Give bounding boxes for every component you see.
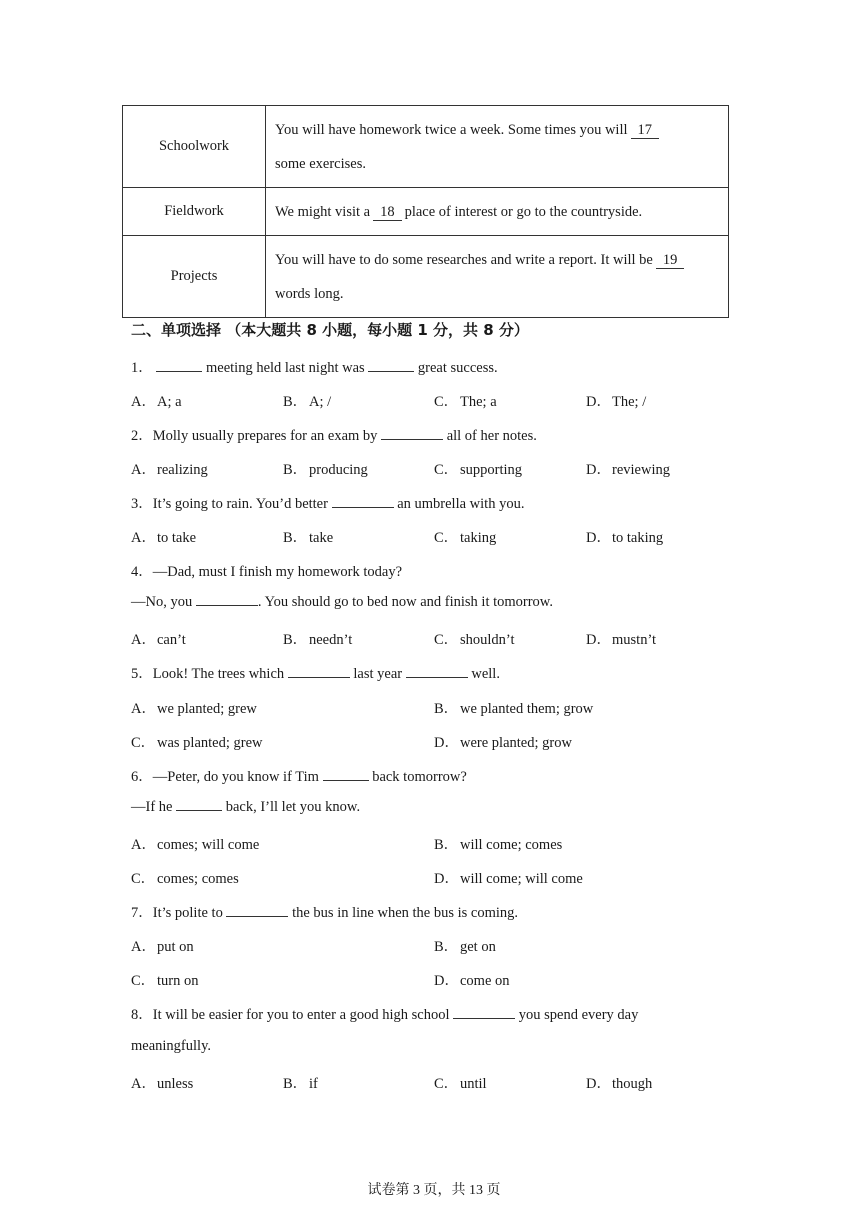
question-text: an umbrella with you. <box>397 496 525 512</box>
row-text: some exercises. <box>275 155 366 172</box>
option-letter: D． <box>586 530 611 546</box>
question-number: 2． <box>131 428 153 444</box>
option-d <box>586 458 670 479</box>
option-a <box>131 458 208 479</box>
question-8-cont <box>131 1038 211 1055</box>
option-text: though <box>612 1076 653 1092</box>
row-label: Projects <box>123 236 266 318</box>
option-letter: D． <box>434 735 459 751</box>
question-text: Look! The trees which <box>152 666 285 682</box>
option-text: mustn’t <box>612 632 657 648</box>
answer-blank <box>288 666 350 678</box>
question-4-reply <box>131 594 553 611</box>
option-text: put on <box>157 939 194 955</box>
option-text: can’t <box>157 632 186 648</box>
option-letter: B． <box>434 939 459 955</box>
table-row <box>123 106 729 188</box>
question-number: 1． <box>131 360 153 376</box>
option-c <box>434 458 522 479</box>
answer-blank <box>368 360 414 372</box>
option-letter: D． <box>586 1076 611 1092</box>
answer-blank <box>196 594 258 606</box>
option-b <box>434 697 593 718</box>
option-letter: C． <box>434 1076 459 1092</box>
option-text: was planted; grew <box>157 735 263 751</box>
option-text: we planted; grew <box>157 701 257 717</box>
option-d <box>434 731 572 752</box>
option-text: A; a <box>157 394 182 410</box>
option-text: take <box>309 530 334 546</box>
option-d <box>586 390 646 411</box>
question-number: 4． <box>131 564 153 580</box>
row-text: place of interest or go to the countryside. <box>404 203 643 220</box>
option-c <box>434 390 497 411</box>
answer-blank <box>156 360 202 372</box>
question-text: —If he <box>131 799 173 815</box>
option-b <box>283 1072 318 1093</box>
option-text: were planted; grow <box>460 735 572 751</box>
option-letter: C． <box>131 871 156 887</box>
blank-number: 18 <box>373 204 402 221</box>
question-text: —No, you <box>131 594 193 610</box>
option-text: comes; comes <box>157 871 239 887</box>
question-text: back, I’ll let you know. <box>225 799 361 815</box>
option-letter: A． <box>131 939 156 955</box>
answer-blank <box>453 1007 515 1019</box>
option-b <box>283 526 333 547</box>
option-d <box>586 628 656 649</box>
question-3 <box>131 492 524 513</box>
question-4 <box>131 560 402 581</box>
option-c <box>434 526 496 547</box>
option-letter: D． <box>434 871 459 887</box>
option-text: to take <box>157 530 197 546</box>
option-c <box>131 867 239 888</box>
question-text: meeting held last night was <box>206 360 365 376</box>
option-a <box>131 697 257 718</box>
option-letter: D． <box>586 394 611 410</box>
option-letter: C． <box>131 973 156 989</box>
table-row <box>123 236 729 318</box>
option-letter: C． <box>434 462 459 478</box>
option-letter: A． <box>131 530 156 546</box>
question-text: all of her notes. <box>446 428 537 444</box>
question-text: meaningfully. <box>131 1038 211 1054</box>
option-c <box>131 731 263 752</box>
option-b <box>434 935 496 956</box>
question-7 <box>131 901 518 922</box>
option-a <box>131 390 182 411</box>
option-text: The; / <box>612 394 647 410</box>
option-d <box>434 867 583 888</box>
option-b <box>434 833 562 854</box>
option-text: supporting <box>460 462 523 478</box>
question-5 <box>131 662 500 683</box>
row-text: You will have to do some researches and write a report. It will be <box>275 251 653 268</box>
option-letter: A． <box>131 1076 156 1092</box>
table-row <box>123 188 729 236</box>
option-d <box>586 1072 652 1093</box>
option-b <box>283 628 352 649</box>
question-number: 3． <box>131 496 153 512</box>
question-number: 8． <box>131 1007 153 1023</box>
option-letter: C． <box>434 530 459 546</box>
question-number: 7． <box>131 905 153 921</box>
answer-blank <box>332 496 394 508</box>
question-2 <box>131 424 537 445</box>
option-a <box>131 833 259 854</box>
option-letter: D． <box>434 973 459 989</box>
option-text: get on <box>460 939 496 955</box>
answer-blank <box>323 769 369 781</box>
option-text: if <box>309 1076 318 1092</box>
option-letter: A． <box>131 701 156 717</box>
option-letter: D． <box>586 632 611 648</box>
row-content <box>266 188 729 236</box>
question-text: It’s polite to <box>152 905 223 921</box>
answer-blank <box>381 428 443 440</box>
option-letter: B． <box>283 462 308 478</box>
option-text: A; / <box>309 394 332 410</box>
row-label: Schoolwork <box>123 106 266 188</box>
option-letter: A． <box>131 462 156 478</box>
question-text: . You should go to bed now and finish it tomorrow. <box>257 594 553 610</box>
answer-blank <box>226 905 288 917</box>
option-text: to taking <box>612 530 664 546</box>
question-text: Molly usually prepares for an exam by <box>152 428 378 444</box>
question-text: the bus in line when the bus is coming. <box>292 905 519 921</box>
question-number: 6． <box>131 769 153 785</box>
row-label: Fieldwork <box>123 188 266 236</box>
option-text: come on <box>460 973 510 989</box>
option-letter: C． <box>434 394 459 410</box>
option-text: comes; will come <box>157 837 260 853</box>
option-text: will come; will come <box>460 871 583 887</box>
question-text: well. <box>471 666 500 682</box>
option-b <box>283 458 368 479</box>
option-letter: C． <box>434 632 459 648</box>
option-text: taking <box>460 530 497 546</box>
option-letter: A． <box>131 632 156 648</box>
option-a <box>131 526 196 547</box>
option-letter: A． <box>131 394 156 410</box>
option-d <box>586 526 663 547</box>
question-text: you spend every day <box>518 1007 639 1023</box>
question-text: It’s going to rain. You’d better <box>152 496 328 512</box>
row-content <box>266 106 729 188</box>
question-text: —Dad, must I finish my homework today? <box>152 564 403 580</box>
section-heading: 二、单项选择 （本大题共 8 小题，每小题 1 分，共 8 分） <box>131 321 529 339</box>
option-letter: B． <box>434 837 459 853</box>
page-footer: 试卷第 3 页，共 13 页 <box>367 1183 501 1198</box>
option-letter: B． <box>283 1076 308 1092</box>
question-8 <box>131 1003 638 1024</box>
option-letter: B． <box>283 394 308 410</box>
row-text: We might visit a <box>275 203 371 220</box>
option-letter: B． <box>283 632 308 648</box>
option-a <box>131 628 186 649</box>
option-text: The; a <box>460 394 497 410</box>
option-letter: B． <box>434 701 459 717</box>
question-text: great success. <box>417 360 498 376</box>
question-text: —Peter, do you know if Tim <box>152 769 319 785</box>
row-content <box>266 236 729 318</box>
option-c <box>434 628 515 649</box>
blank-number: 17 <box>631 122 660 139</box>
answer-blank <box>176 799 222 811</box>
option-c <box>434 1072 487 1093</box>
option-b <box>283 390 331 411</box>
option-text: unless <box>157 1076 194 1092</box>
question-text: It will be easier for you to enter a good high school <box>152 1007 450 1023</box>
option-d <box>434 969 510 990</box>
option-letter: A． <box>131 837 156 853</box>
option-text: will come; comes <box>460 837 563 853</box>
option-a <box>131 935 194 956</box>
question-1 <box>131 356 498 377</box>
option-text: we planted them; grow <box>460 701 594 717</box>
option-letter: B． <box>283 530 308 546</box>
row-text: You will have homework twice a week. Some times you will <box>275 121 628 138</box>
option-text: producing <box>309 462 368 478</box>
option-text: turn on <box>157 973 199 989</box>
question-text: back tomorrow? <box>372 769 467 785</box>
question-text: last year <box>353 666 403 682</box>
option-letter: D． <box>586 462 611 478</box>
option-text: reviewing <box>612 462 670 478</box>
option-text: shouldn’t <box>460 632 515 648</box>
option-text: needn’t <box>309 632 353 648</box>
info-table <box>122 105 729 318</box>
option-text: realizing <box>157 462 208 478</box>
option-a <box>131 1072 193 1093</box>
row-text: words long. <box>275 285 344 302</box>
option-text: until <box>460 1076 487 1092</box>
option-letter: C． <box>131 735 156 751</box>
question-6-reply <box>131 799 360 816</box>
blank-number: 19 <box>656 252 685 269</box>
answer-blank <box>406 666 468 678</box>
question-number: 5． <box>131 666 153 682</box>
question-6 <box>131 765 467 786</box>
option-c <box>131 969 198 990</box>
